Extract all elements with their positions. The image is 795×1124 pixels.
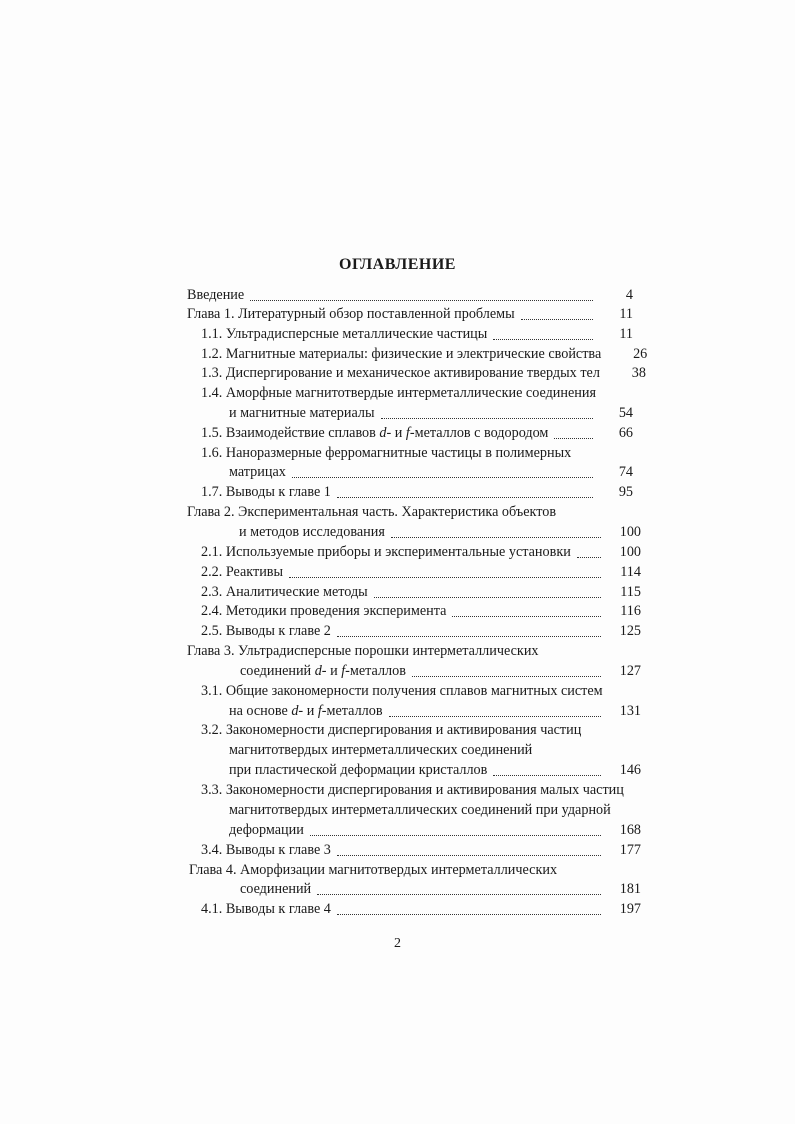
page-number: 2	[394, 936, 401, 951]
toc-entry-1-4[interactable]: и магнитные материалы 54	[229, 405, 633, 421]
toc-entry-3-3-line2: магнитотвердых интерметаллических соединений при ударной	[229, 802, 611, 818]
toc-entry-chapter-3[interactable]: соединений d- и f-металлов 127	[240, 663, 641, 679]
toc-entry-intro[interactable]: Введение 4	[187, 287, 633, 303]
toc-entry-3-1[interactable]: на основе d- и f-металлов 131	[229, 703, 641, 719]
toc-entry-chapter-1[interactable]: Глава 1. Литературный обзор поставленной проблемы 11	[187, 306, 633, 322]
toc-entry-3-2-line2: магнитотвердых интерметаллических соединений	[229, 742, 533, 758]
toc-entry-chapter-2-line1: Глава 2. Экспериментальная часть. Характеристика объектов	[187, 504, 557, 520]
toc-entry-3-2[interactable]: при пластической деформации кристаллов 146	[229, 762, 641, 778]
toc-entry-chapter-3-line1: Глава 3. Ультрадисперсные порошки интерметаллических	[187, 643, 539, 659]
toc-entry-2-4[interactable]: 2.4. Методики проведения эксперимента 116	[201, 603, 641, 619]
toc-entry-3-3-line1: 3.3. Закономерности диспергирования и активирования малых частиц	[201, 782, 624, 798]
toc-entry-2-3[interactable]: 2.3. Аналитические методы 115	[201, 584, 641, 600]
toc-entry-1-6-line1: 1.6. Наноразмерные ферромагнитные частицы в полимерных	[201, 445, 572, 461]
toc-entry-4-1[interactable]: 4.1. Выводы к главе 4 197	[201, 901, 641, 917]
toc-entry-3-4[interactable]: 3.4. Выводы к главе 3 177	[201, 842, 641, 858]
toc-entry-chapter-4[interactable]: соединений 181	[240, 881, 641, 897]
toc-entry-2-1[interactable]: 2.1. Используемые приборы и экспериментальные установки 100	[201, 544, 641, 560]
toc-entry-3-3[interactable]: деформации 168	[229, 822, 641, 838]
toc-entry-1-4-line1: 1.4. Аморфные магнитотвердые интерметаллические соединения	[201, 385, 596, 401]
toc-entry-1-2[interactable]: 1.2. Магнитные материалы: физические и электрические свойства 26	[201, 346, 648, 362]
toc-entry-chapter-4-line1: Глава 4. Аморфизации магнитотвердых интерметаллических	[189, 862, 558, 878]
toc-entry-2-5[interactable]: 2.5. Выводы к главе 2 125	[201, 623, 641, 639]
toc-entry-1-1[interactable]: 1.1. Ультрадисперсные металлические частицы 11	[201, 326, 633, 342]
toc-entry-1-7[interactable]: 1.7. Выводы к главе 1 95	[201, 484, 633, 500]
toc-title: ОГЛАВЛЕНИЕ	[339, 256, 456, 273]
toc-entry-2-2[interactable]: 2.2. Реактивы 114	[201, 564, 641, 580]
toc-entry-chapter-2[interactable]: и методов исследования 100	[239, 524, 641, 540]
toc-entry-1-6[interactable]: матрицах 74	[229, 464, 633, 480]
toc-entry-1-5[interactable]: 1.5. Взаимодействие сплавов d- и f-металлов с водородом 66	[201, 425, 633, 441]
toc-entry-1-3[interactable]: 1.3. Диспергирование и механическое активирование твердых тел 38	[201, 365, 646, 381]
toc-entry-3-2-line1: 3.2. Закономерности диспергирования и активирования частиц	[201, 722, 582, 738]
toc-entry-3-1-line1: 3.1. Общие закономерности получения сплавов магнитных систем	[201, 683, 603, 699]
